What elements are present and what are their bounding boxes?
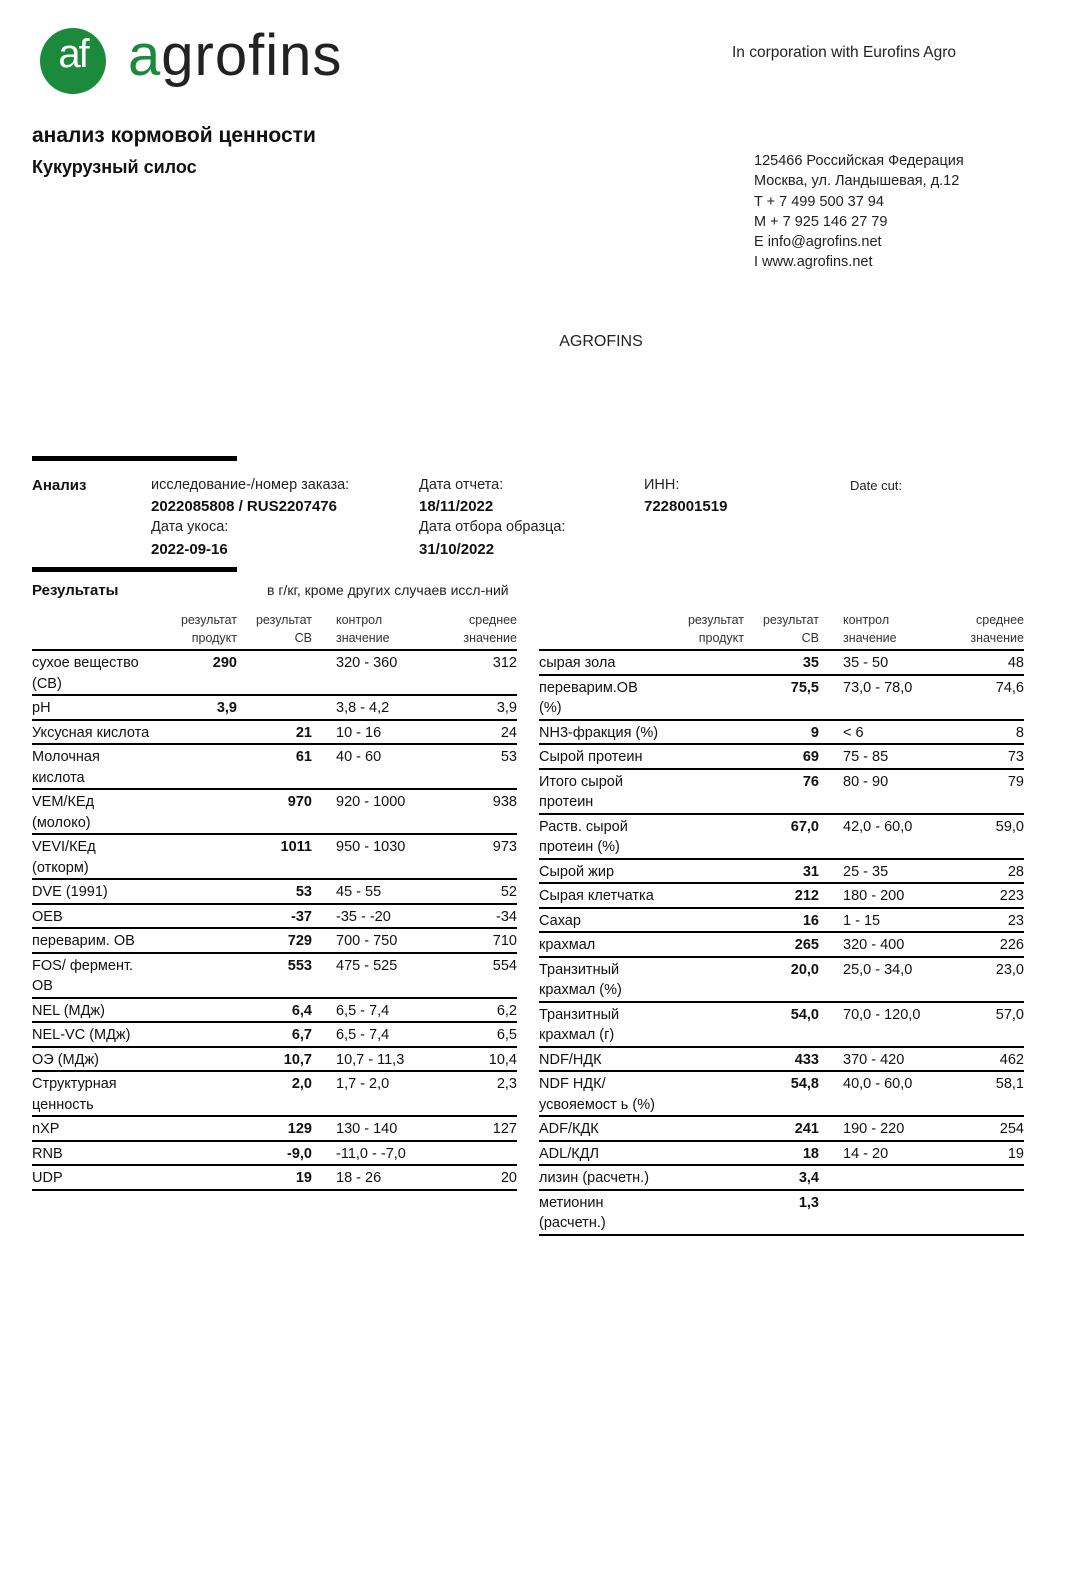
row-name: Молочная кислота [32, 744, 156, 789]
table-row [32, 1165, 517, 1190]
row-control-value: 10 - 16 [312, 720, 422, 745]
row-control-value: 70,0 - 120,0 [819, 1002, 929, 1047]
row-name: Итого сырой протеин [539, 769, 663, 814]
table-row [32, 720, 517, 745]
row-name: ADF/КДК [539, 1116, 663, 1141]
row-control-value: 45 - 55 [312, 879, 422, 904]
corporation-note: In corporation with Eurofins Agro [732, 44, 957, 61]
row-product-result [663, 1116, 744, 1141]
row-control-value: 75 - 85 [819, 744, 929, 769]
row-dm-result [237, 695, 312, 720]
row-product-result [663, 1165, 744, 1190]
date-cut-label: Date cut: [850, 478, 903, 493]
row-product-result [663, 932, 744, 957]
row-name: pH [32, 695, 156, 720]
row-control-value: < 6 [819, 720, 929, 745]
table-row [539, 675, 1024, 720]
row-average-value: 23,0 [929, 957, 1024, 1002]
row-control-value: 1 - 15 [819, 908, 929, 933]
row-dm-result: 729 [237, 928, 312, 953]
row-product-result [156, 1071, 237, 1116]
row-dm-result: 3,4 [744, 1165, 819, 1190]
row-average-value [929, 1190, 1024, 1235]
table-header-row [32, 611, 517, 650]
row-control-value: 42,0 - 60,0 [819, 814, 929, 859]
row-dm-result: 265 [744, 932, 819, 957]
row-dm-result: 67,0 [744, 814, 819, 859]
row-average-value: 254 [929, 1116, 1024, 1141]
row-average-value: 20 [422, 1165, 517, 1190]
row-dm-result [237, 650, 312, 695]
row-average-value: 223 [929, 883, 1024, 908]
row-product-result [663, 744, 744, 769]
logo-circle-icon [40, 28, 106, 94]
row-product-result [663, 1141, 744, 1166]
lab-name: AGROFINS [559, 333, 643, 350]
row-name: DVE (1991) [32, 879, 156, 904]
row-control-value: 18 - 26 [312, 1165, 422, 1190]
row-product-result [156, 789, 237, 834]
row-product-result [663, 720, 744, 745]
row-name: NDF/НДК [539, 1047, 663, 1072]
table-row [32, 998, 517, 1023]
table-row [539, 1071, 1024, 1116]
mobile-line: M + 7 925 146 27 79 [754, 213, 888, 230]
row-dm-result: 6,7 [237, 1022, 312, 1047]
order-value: 2022085808 / RUS2207476 [151, 498, 337, 515]
table-row [32, 904, 517, 929]
document-subtitle: Кукурузный силос [32, 157, 197, 177]
row-control-value: 3,8 - 4,2 [312, 695, 422, 720]
row-name: OEB [32, 904, 156, 929]
document-title: анализ кормовой ценности [32, 124, 316, 147]
row-average-value: 554 [422, 953, 517, 998]
row-product-result [156, 744, 237, 789]
cut-date-value: 2022-09-16 [151, 541, 228, 558]
results-heading: Результаты [32, 582, 119, 599]
table-row [32, 1022, 517, 1047]
table-row [539, 1002, 1024, 1047]
row-average-value [929, 1165, 1024, 1190]
row-name: Сырой жир [539, 859, 663, 884]
table-row [32, 834, 517, 879]
row-product-result [663, 883, 744, 908]
row-dm-result: 31 [744, 859, 819, 884]
row-average-value: 6,2 [422, 998, 517, 1023]
row-product-result [156, 953, 237, 998]
row-average-value: 24 [422, 720, 517, 745]
row-dm-result: 2,0 [237, 1071, 312, 1116]
sample-date-label: Дата отбора образца: [419, 519, 566, 535]
row-control-value: 130 - 140 [312, 1116, 422, 1141]
address-line: Москва, ул. Ландышевая, д.12 [754, 173, 960, 190]
row-product-result [663, 814, 744, 859]
table-row [32, 1071, 517, 1116]
table-row [539, 883, 1024, 908]
row-average-value: 8 [929, 720, 1024, 745]
row-dm-result: 61 [237, 744, 312, 789]
table-row [539, 908, 1024, 933]
agrofins-logo [40, 23, 385, 94]
logo-letters: af [58, 32, 88, 76]
phone-line: T + 7 499 500 37 94 [754, 193, 884, 210]
inn-label: ИНН: [644, 477, 680, 493]
row-average-value: 59,0 [929, 814, 1024, 859]
table-row [539, 814, 1024, 859]
row-average-value: 312 [422, 650, 517, 695]
row-product-result [663, 675, 744, 720]
row-control-value: 14 - 20 [819, 1141, 929, 1166]
row-name: крахмал [539, 932, 663, 957]
row-name: Сахар [539, 908, 663, 933]
logo-word-accent: a [128, 23, 162, 88]
row-dm-result: 75,5 [744, 675, 819, 720]
row-dm-result: 35 [744, 650, 819, 675]
section-rule-top [32, 456, 237, 461]
row-average-value: 19 [929, 1141, 1024, 1166]
row-product-result [156, 1022, 237, 1047]
website-line: I www.agrofins.net [754, 254, 873, 271]
row-product-result [156, 720, 237, 745]
row-average-value: 3,9 [422, 695, 517, 720]
row-average-value: 2,3 [422, 1071, 517, 1116]
table-row [539, 769, 1024, 814]
table-row [32, 744, 517, 789]
row-dm-result: 16 [744, 908, 819, 933]
row-product-result [663, 859, 744, 884]
row-name: Сырой протеин [539, 744, 663, 769]
row-product-result [156, 834, 237, 879]
row-dm-result: -37 [237, 904, 312, 929]
row-control-value: 6,5 - 7,4 [312, 998, 422, 1023]
row-dm-result: 20,0 [744, 957, 819, 1002]
row-control-value: 190 - 220 [819, 1116, 929, 1141]
row-dm-result: -9,0 [237, 1141, 312, 1166]
table-row [539, 957, 1024, 1002]
row-product-result [156, 1141, 237, 1166]
report-date-value: 18/11/2022 [419, 498, 494, 515]
row-control-value: 40 - 60 [312, 744, 422, 789]
table-row [32, 953, 517, 998]
row-product-result [156, 998, 237, 1023]
results-table-left [32, 611, 517, 1191]
row-average-value: 226 [929, 932, 1024, 957]
report-date-label: Дата отчета: [419, 477, 504, 493]
column-header-name [32, 611, 156, 650]
table-row [539, 1047, 1024, 1072]
row-name: UDP [32, 1165, 156, 1190]
row-dm-result: 76 [744, 769, 819, 814]
row-name: NEL-VC (МДж) [32, 1022, 156, 1047]
column-header-product: результат продукт [156, 611, 237, 650]
cut-date-label: Дата укоса: [151, 519, 229, 535]
row-dm-result: 241 [744, 1116, 819, 1141]
row-control-value: 475 - 525 [312, 953, 422, 998]
row-product-result [663, 1002, 744, 1047]
table-row [32, 695, 517, 720]
row-control-value: 320 - 360 [312, 650, 422, 695]
row-name: RNB [32, 1141, 156, 1166]
row-name: FOS/ фермент. ОВ [32, 953, 156, 998]
row-dm-result: 69 [744, 744, 819, 769]
row-name: Транзитный крахмал (%) [539, 957, 663, 1002]
row-average-value: 52 [422, 879, 517, 904]
row-name: Сырая клетчатка [539, 883, 663, 908]
row-control-value: 370 - 420 [819, 1047, 929, 1072]
sample-date-value: 31/10/2022 [419, 541, 495, 558]
row-name: сухое вещество (СВ) [32, 650, 156, 695]
column-header-control: контрол значение [819, 611, 929, 650]
row-control-value: 73,0 - 78,0 [819, 675, 929, 720]
row-dm-result: 212 [744, 883, 819, 908]
table-row [539, 1190, 1024, 1235]
row-name: Раств. сырой протеин (%) [539, 814, 663, 859]
row-product-result [663, 769, 744, 814]
row-average-value: 58,1 [929, 1071, 1024, 1116]
row-average-value: 710 [422, 928, 517, 953]
row-product-result: 3,9 [156, 695, 237, 720]
row-dm-result: 1,3 [744, 1190, 819, 1235]
table-row [32, 789, 517, 834]
row-name: переварим.ОВ (%) [539, 675, 663, 720]
row-average-value: 462 [929, 1047, 1024, 1072]
row-name: NH3-фракция (%) [539, 720, 663, 745]
row-dm-result: 10,7 [237, 1047, 312, 1072]
row-average-value: 79 [929, 769, 1024, 814]
table-row [539, 720, 1024, 745]
column-header-name [539, 611, 663, 650]
row-product-result [156, 928, 237, 953]
order-label: исследование-/номер заказа: [151, 477, 350, 493]
row-name: сырая зола [539, 650, 663, 675]
analysis-heading: Анализ [32, 477, 87, 494]
row-name: Структурная ценность [32, 1071, 156, 1116]
row-dm-result: 19 [237, 1165, 312, 1190]
row-control-value: 25 - 35 [819, 859, 929, 884]
section-rule-bottom [32, 567, 237, 572]
row-average-value: 6,5 [422, 1022, 517, 1047]
table-row [539, 1141, 1024, 1166]
row-name: ADL/КДЛ [539, 1141, 663, 1166]
row-average-value: 73 [929, 744, 1024, 769]
row-control-value: 180 - 200 [819, 883, 929, 908]
row-control-value: 700 - 750 [312, 928, 422, 953]
row-average-value: 53 [422, 744, 517, 789]
row-name: лизин (расчетн.) [539, 1165, 663, 1190]
row-dm-result: 970 [237, 789, 312, 834]
logo-word [128, 22, 342, 89]
row-product-result [663, 908, 744, 933]
row-control-value: 6,5 - 7,4 [312, 1022, 422, 1047]
row-dm-result: 129 [237, 1116, 312, 1141]
row-control-value: 25,0 - 34,0 [819, 957, 929, 1002]
row-product-result [663, 1071, 744, 1116]
row-dm-result: 54,0 [744, 1002, 819, 1047]
company-address [754, 151, 964, 273]
column-header-control: контрол значение [312, 611, 422, 650]
address-line: 125466 Российская Федерация [754, 153, 964, 169]
column-header-dm: результат СВ [237, 611, 312, 650]
row-name: ОЭ (МДж) [32, 1047, 156, 1072]
row-dm-result: 18 [744, 1141, 819, 1166]
row-product-result [156, 1165, 237, 1190]
table-row [539, 744, 1024, 769]
row-average-value: 127 [422, 1116, 517, 1141]
table-row [32, 1141, 517, 1166]
column-header-product: результат продукт [663, 611, 744, 650]
row-dm-result: 6,4 [237, 998, 312, 1023]
row-product-result [663, 957, 744, 1002]
table-row [32, 650, 517, 695]
row-product-result [156, 904, 237, 929]
row-control-value: 35 - 50 [819, 650, 929, 675]
row-control-value [819, 1190, 929, 1235]
units-note: в г/кг, кроме других случаев иссл-ний [267, 582, 509, 598]
table-row [32, 1116, 517, 1141]
row-control-value: -11,0 - -7,0 [312, 1141, 422, 1166]
row-average-value: 973 [422, 834, 517, 879]
row-control-value: 920 - 1000 [312, 789, 422, 834]
row-average-value: 48 [929, 650, 1024, 675]
row-name: Транзитный крахмал (г) [539, 1002, 663, 1047]
row-control-value: 950 - 1030 [312, 834, 422, 879]
row-average-value: 938 [422, 789, 517, 834]
row-average-value: 74,6 [929, 675, 1024, 720]
column-header-average: среднее значение [929, 611, 1024, 650]
row-control-value: 10,7 - 11,3 [312, 1047, 422, 1072]
inn-value: 7228001519 [644, 498, 728, 515]
table-row [539, 932, 1024, 957]
table-row [539, 859, 1024, 884]
table-row [539, 1116, 1024, 1141]
table-row [32, 1047, 517, 1072]
row-average-value: 23 [929, 908, 1024, 933]
row-control-value: 320 - 400 [819, 932, 929, 957]
row-product-result [663, 650, 744, 675]
row-product-result [156, 1116, 237, 1141]
row-name: Уксусная кислота [32, 720, 156, 745]
row-average-value: 28 [929, 859, 1024, 884]
row-dm-result: 433 [744, 1047, 819, 1072]
table-row [539, 1165, 1024, 1190]
row-name: nXP [32, 1116, 156, 1141]
row-average-value: -34 [422, 904, 517, 929]
row-product-result [663, 1190, 744, 1235]
column-header-dm: результат СВ [744, 611, 819, 650]
table-row [32, 879, 517, 904]
row-name: переварим. ОВ [32, 928, 156, 953]
table-row [32, 928, 517, 953]
row-dm-result: 1011 [237, 834, 312, 879]
row-average-value: 57,0 [929, 1002, 1024, 1047]
row-name: VEVI/КЕд (откорм) [32, 834, 156, 879]
row-product-result: 290 [156, 650, 237, 695]
row-name: VEM/КЕд (молоко) [32, 789, 156, 834]
row-name: NEL (МДж) [32, 998, 156, 1023]
row-name: NDF НДК/усвояемост ь (%) [539, 1071, 663, 1116]
row-control-value: -35 - -20 [312, 904, 422, 929]
row-product-result [663, 1047, 744, 1072]
row-dm-result: 9 [744, 720, 819, 745]
row-dm-result: 53 [237, 879, 312, 904]
column-header-average: среднее значение [422, 611, 517, 650]
row-dm-result: 54,8 [744, 1071, 819, 1116]
row-control-value: 80 - 90 [819, 769, 929, 814]
logo-word-rest: grofins [161, 23, 343, 88]
row-dm-result: 553 [237, 953, 312, 998]
row-name: метионин (расчетн.) [539, 1190, 663, 1235]
row-control-value [819, 1165, 929, 1190]
row-product-result [156, 1047, 237, 1072]
row-dm-result: 21 [237, 720, 312, 745]
row-product-result [156, 879, 237, 904]
row-average-value: 10,4 [422, 1047, 517, 1072]
table-header-row [539, 611, 1024, 650]
email-line: E info@agrofins.net [754, 234, 882, 251]
row-control-value: 40,0 - 60,0 [819, 1071, 929, 1116]
results-table-right [539, 611, 1024, 1236]
row-average-value [422, 1141, 517, 1166]
row-control-value: 1,7 - 2,0 [312, 1071, 422, 1116]
table-row [539, 650, 1024, 675]
